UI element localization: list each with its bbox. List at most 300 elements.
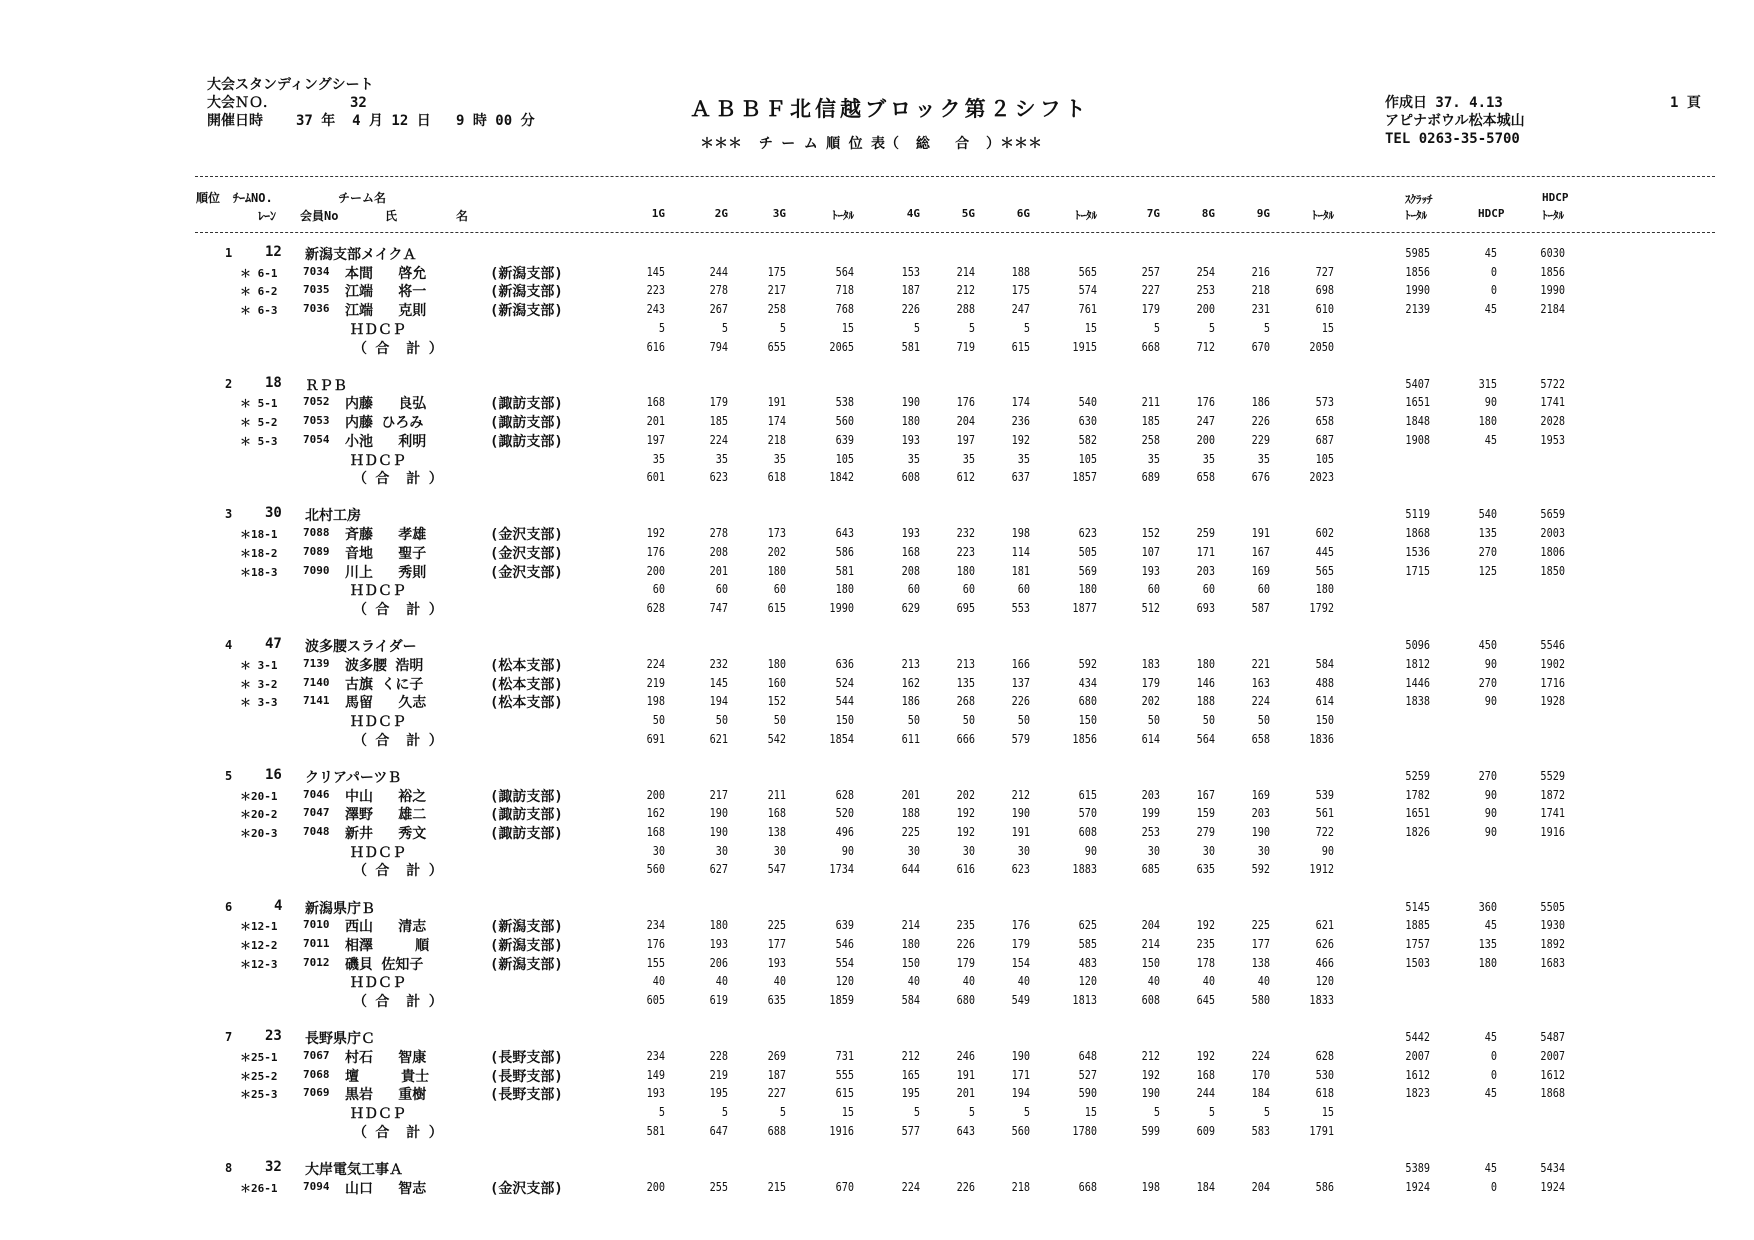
member-id: 7046: [303, 787, 330, 801]
total-value: 615: [767, 600, 786, 615]
hdcp-value: 60: [652, 582, 665, 597]
member-score: 180: [767, 656, 786, 671]
member-score: 761: [1078, 302, 1097, 317]
member-score: 586: [835, 544, 854, 559]
member-score: 150: [901, 955, 920, 970]
member-lane: ＊ 5-3: [240, 434, 278, 448]
member-id: 7088: [303, 526, 330, 540]
member-score: 217: [767, 283, 786, 298]
total-value: 747: [709, 600, 728, 615]
member-name: 波多腰 浩明: [345, 657, 424, 674]
hdcp-value: 35: [1257, 451, 1270, 466]
member-total: 1716: [1540, 675, 1565, 690]
team-name: クリアパーツＢ: [305, 769, 402, 786]
member-total: 1612: [1540, 1067, 1565, 1082]
team-summary-value: 5434: [1540, 1160, 1565, 1175]
member-score: 190: [709, 806, 728, 821]
team-summary-value: 315: [1478, 376, 1497, 391]
member-score: 169: [1251, 787, 1270, 802]
tournament-number-label: 大会ＮＯ．: [207, 95, 277, 111]
member-score: 269: [767, 1048, 786, 1063]
member-score: 585: [1078, 936, 1097, 951]
team-rank: 2: [225, 376, 233, 391]
member-score: 193: [901, 432, 920, 447]
member-total: 90: [1484, 694, 1497, 709]
total-value: 693: [1196, 600, 1215, 615]
total-value: 1912: [1309, 862, 1334, 877]
member-score: 224: [1251, 694, 1270, 709]
member-score: 107: [1141, 544, 1160, 559]
member-score: 218: [767, 432, 786, 447]
member-score: 180: [1196, 656, 1215, 671]
team-summary-value: 360: [1478, 899, 1497, 914]
hdcp-value: 35: [962, 451, 975, 466]
total-value: 2065: [829, 339, 854, 354]
hdcp-value: 60: [773, 582, 786, 597]
member-lane: ＊20-1: [240, 789, 278, 803]
member-lane: ＊ 6-1: [240, 266, 278, 280]
member-lane: ＊ 6-3: [240, 304, 278, 318]
hdcp-label: ＨＤＣＰ: [350, 975, 406, 992]
team-summary-value: 45: [1484, 1160, 1497, 1175]
member-total: 1806: [1540, 544, 1565, 559]
total-value: 581: [646, 1123, 665, 1138]
team-rank: 1: [225, 246, 233, 260]
member-score: 214: [956, 264, 975, 279]
hdcp-label: ＨＤＣＰ: [350, 713, 406, 730]
team-summary-value: 5442: [1405, 1030, 1430, 1045]
team-summary-value: 5985: [1405, 246, 1430, 260]
member-score: 524: [835, 675, 854, 690]
team-number: 4: [274, 897, 283, 914]
total-value: 615: [1011, 339, 1030, 354]
member-score: 727: [1315, 264, 1334, 279]
member-name: 川上 秀則: [345, 564, 427, 581]
member-score: 267: [709, 302, 728, 317]
member-branch: (諏訪支部): [490, 396, 563, 413]
member-score: 234: [646, 918, 665, 933]
total-value: 685: [1141, 862, 1160, 877]
member-score: 167: [1196, 787, 1215, 802]
member-total: 1930: [1540, 918, 1565, 933]
member-score: 204: [1141, 918, 1160, 933]
team-rank: 4: [225, 638, 233, 653]
member-name: 音地 聖子: [345, 545, 427, 562]
member-score: 203: [1196, 563, 1215, 578]
member-score: 235: [1196, 936, 1215, 951]
total-value: 645: [1196, 993, 1215, 1007]
member-score: 187: [901, 283, 920, 298]
member-score: 628: [835, 787, 854, 802]
member-total: 1990: [1405, 283, 1430, 298]
total-value: 609: [1196, 1123, 1215, 1138]
total-value: 560: [1011, 1123, 1030, 1138]
member-score: 184: [1251, 1086, 1270, 1101]
hdcp-value: 60: [907, 582, 920, 597]
member-score: 243: [646, 302, 665, 317]
member-total: 1885: [1405, 918, 1430, 933]
member-score: 170: [1251, 1067, 1270, 1082]
hdcp-value: 30: [962, 843, 975, 858]
member-name: 相澤 順: [345, 937, 430, 954]
telephone: TEL 0263-35-5700: [1385, 131, 1520, 147]
member-total: 125: [1478, 563, 1497, 578]
total-value: 580: [1251, 993, 1270, 1007]
member-score: 190: [1011, 1048, 1030, 1063]
member-id: 7048: [303, 824, 330, 838]
member-score: 639: [835, 432, 854, 447]
member-id: 7067: [303, 1048, 330, 1062]
total-value: 658: [1251, 731, 1270, 746]
member-score: 434: [1078, 675, 1097, 690]
member-score: 483: [1078, 955, 1097, 970]
member-id: 7034: [303, 264, 330, 278]
hdcp-value: 50: [652, 712, 665, 727]
member-name: 新井 秀文: [345, 825, 427, 842]
member-id: 7047: [303, 806, 330, 820]
member-score: 165: [901, 1067, 920, 1082]
total-value: 2050: [1309, 339, 1334, 354]
total-value: 719: [956, 339, 975, 354]
member-lane: ＊25-1: [240, 1050, 278, 1064]
hdcp-value: 5: [1208, 1105, 1215, 1119]
member-branch: (新潟支部): [490, 265, 563, 282]
team-rank: 5: [225, 768, 233, 783]
hdcp-value: 50: [715, 712, 728, 727]
hdcp-value: 50: [1147, 712, 1160, 727]
team-summary-value: 270: [1478, 768, 1497, 783]
member-total: 1924: [1405, 1179, 1430, 1194]
member-score: 159: [1196, 806, 1215, 821]
hdcp-value: 90: [1321, 843, 1334, 858]
member-score: 192: [1141, 1067, 1160, 1082]
member-score: 168: [646, 824, 665, 839]
hdcp-value: 180: [1078, 582, 1097, 597]
team-name: 新潟県庁Ｂ: [305, 900, 375, 917]
team-summary-value: 5505: [1540, 899, 1565, 914]
member-id: 7090: [303, 563, 330, 577]
member-score: 258: [1141, 432, 1160, 447]
total-label: （ 合 計 ）: [353, 863, 443, 880]
member-total: 45: [1484, 1086, 1497, 1101]
member-score: 539: [1315, 787, 1334, 802]
member-total: 270: [1478, 675, 1497, 690]
total-value: 637: [1011, 470, 1030, 485]
total-value: 635: [1196, 862, 1215, 877]
hdcp-value: 180: [835, 582, 854, 597]
team-number: 12: [265, 244, 282, 260]
member-score: 215: [767, 1179, 786, 1194]
member-score: 227: [1141, 283, 1160, 298]
col-game-5: 4G: [906, 207, 920, 220]
member-total: 45: [1484, 302, 1497, 317]
member-score: 668: [1078, 1179, 1097, 1194]
total-value: 1990: [829, 600, 854, 615]
member-score: 555: [835, 1067, 854, 1082]
member-score: 193: [1141, 563, 1160, 578]
total-value: 1813: [1072, 993, 1097, 1007]
member-score: 193: [646, 1086, 665, 1101]
member-score: 621: [1315, 918, 1334, 933]
member-score: 527: [1078, 1067, 1097, 1082]
member-score: 179: [1141, 675, 1160, 690]
hdcp-value: 35: [1147, 451, 1160, 466]
member-score: 192: [956, 806, 975, 821]
member-score: 212: [1011, 787, 1030, 802]
member-score: 226: [901, 302, 920, 317]
total-value: 680: [956, 993, 975, 1007]
hdcp-value: 120: [1078, 974, 1097, 989]
total-value: 2023: [1309, 470, 1334, 485]
member-score: 168: [767, 806, 786, 821]
hdcp-value: 40: [907, 974, 920, 989]
team-summary-value: 5389: [1405, 1160, 1430, 1175]
member-score: 190: [709, 824, 728, 839]
total-value: 691: [646, 731, 665, 746]
member-score: 648: [1078, 1048, 1097, 1063]
team-summary-value: 5259: [1405, 768, 1430, 783]
member-branch: (金沢支部): [490, 1180, 563, 1197]
member-score: 228: [709, 1048, 728, 1063]
total-value: 611: [901, 731, 920, 746]
col-team-name: チーム名: [338, 191, 387, 205]
hdcp-label: ＨＤＣＰ: [350, 1106, 406, 1122]
member-branch: (諏訪支部): [490, 807, 563, 824]
member-total: 1536: [1405, 544, 1430, 559]
total-label: （ 合 計 ）: [353, 732, 443, 749]
member-total: 1715: [1405, 563, 1430, 578]
total-value: 670: [1251, 339, 1270, 354]
hdcp-value: 60: [1017, 582, 1030, 597]
sheet-type: 大会スタンディングシート: [207, 77, 374, 93]
hdcp-value: 5: [1023, 320, 1030, 335]
member-score: 229: [1251, 432, 1270, 447]
team-rank: 8: [225, 1160, 233, 1175]
member-total: 1503: [1405, 955, 1430, 970]
hdcp-value: 15: [1084, 320, 1097, 335]
member-score: 218: [1251, 283, 1270, 298]
member-score: 174: [1011, 395, 1030, 410]
col-game-9: 7G: [1146, 207, 1160, 220]
member-score: 194: [1011, 1086, 1030, 1101]
member-score: 225: [767, 918, 786, 933]
total-value: 1916: [829, 1123, 854, 1138]
member-score: 188: [1196, 694, 1215, 709]
hdcp-value: 105: [835, 451, 854, 466]
hdcp-value: 30: [1017, 843, 1030, 858]
member-total: 1757: [1405, 936, 1430, 951]
total-value: 647: [709, 1123, 728, 1138]
member-score: 224: [709, 432, 728, 447]
total-value: 627: [709, 862, 728, 877]
member-name: 中山 裕之: [345, 788, 427, 805]
member-score: 197: [956, 432, 975, 447]
member-total: 45: [1484, 432, 1497, 447]
member-score: 224: [646, 656, 665, 671]
member-total: 1812: [1405, 656, 1430, 671]
member-score: 722: [1315, 824, 1334, 839]
total-value: 635: [767, 993, 786, 1007]
member-id: 7011: [303, 936, 330, 950]
hdcp-value: 5: [968, 1105, 975, 1119]
hdcp-value: 40: [652, 974, 665, 989]
member-total: 2007: [1540, 1048, 1565, 1063]
member-total: 1924: [1540, 1179, 1565, 1194]
member-score: 615: [835, 1086, 854, 1101]
member-lane: ＊ 3-3: [240, 696, 278, 710]
hdcp-value: 60: [1202, 582, 1215, 597]
member-score: 257: [1141, 264, 1160, 279]
member-score: 155: [646, 955, 665, 970]
col-game-12: ﾄｰﾀﾙ: [1312, 209, 1334, 222]
member-score: 178: [1196, 955, 1215, 970]
member-total: 1850: [1540, 563, 1565, 578]
member-score: 288: [956, 302, 975, 317]
total-value: 542: [767, 731, 786, 746]
member-score: 544: [835, 694, 854, 709]
total-value: 1791: [1309, 1123, 1334, 1138]
member-score: 149: [646, 1067, 665, 1082]
member-total: 2184: [1540, 302, 1565, 317]
date-value: 37 年 4 月 12 日 9 時 00 分: [296, 113, 535, 129]
total-value: 1915: [1072, 339, 1097, 354]
member-total: 0: [1490, 1048, 1497, 1063]
member-score: 574: [1078, 283, 1097, 298]
team-name: 波多腰スライダー: [305, 639, 417, 656]
tournament-number: 32: [350, 95, 367, 111]
hdcp-value: 5: [658, 1105, 665, 1119]
member-total: 135: [1478, 526, 1497, 541]
member-score: 466: [1315, 955, 1334, 970]
member-score: 137: [1011, 675, 1030, 690]
member-score: 138: [767, 824, 786, 839]
member-score: 258: [767, 302, 786, 317]
total-label: （ 合 計 ）: [353, 471, 443, 488]
date-label: 開催日時: [207, 113, 263, 129]
total-value: 676: [1251, 470, 1270, 485]
col-lane: ﾚｰﾝ: [258, 209, 277, 223]
member-score: 236: [1011, 414, 1030, 429]
header-top-rule: [195, 176, 1715, 177]
member-score: 202: [956, 787, 975, 802]
member-name: 小池 利明: [345, 433, 427, 450]
member-score: 167: [1251, 544, 1270, 559]
member-name: 黒岩 重樹: [345, 1087, 427, 1104]
member-score: 592: [1078, 656, 1097, 671]
member-score: 221: [1251, 656, 1270, 671]
member-score: 200: [646, 1179, 665, 1194]
member-score: 223: [956, 544, 975, 559]
member-score: 200: [1196, 432, 1215, 447]
member-score: 173: [767, 526, 786, 541]
member-score: 234: [646, 1048, 665, 1063]
member-total: 1848: [1405, 414, 1430, 429]
hdcp-value: 35: [907, 451, 920, 466]
total-value: 616: [646, 339, 665, 354]
member-score: 254: [1196, 264, 1215, 279]
col-game-8: ﾄｰﾀﾙ: [1075, 209, 1097, 222]
member-score: 176: [1196, 395, 1215, 410]
total-label: （ 合 計 ）: [353, 340, 443, 357]
member-total: 1953: [1540, 432, 1565, 447]
total-value: 1859: [829, 993, 854, 1007]
member-score: 145: [646, 264, 665, 279]
member-score: 212: [901, 1048, 920, 1063]
member-total: 1928: [1540, 694, 1565, 709]
member-score: 554: [835, 955, 854, 970]
member-score: 186: [1251, 395, 1270, 410]
team-summary-value: 450: [1478, 638, 1497, 653]
member-score: 192: [1196, 918, 1215, 933]
member-score: 185: [709, 414, 728, 429]
member-branch: (新潟支部): [490, 919, 563, 936]
member-score: 253: [1141, 824, 1160, 839]
member-score: 718: [835, 283, 854, 298]
total-value: 547: [767, 862, 786, 877]
member-total: 2007: [1405, 1048, 1430, 1063]
member-score: 180: [767, 563, 786, 578]
member-score: 188: [1011, 264, 1030, 279]
total-label: （ 合 計 ）: [353, 1124, 443, 1141]
member-score: 219: [646, 675, 665, 690]
total-value: 618: [767, 470, 786, 485]
team-summary-value: 5659: [1540, 507, 1565, 522]
total-value: 549: [1011, 993, 1030, 1007]
member-lane: ＊ 6-2: [240, 285, 278, 299]
team-number: 16: [265, 766, 282, 783]
member-lane: ＊12-2: [240, 938, 278, 952]
member-branch: (諏訪支部): [490, 825, 563, 842]
member-score: 586: [1315, 1179, 1334, 1194]
member-score: 505: [1078, 544, 1097, 559]
member-score: 235: [956, 918, 975, 933]
hdcp-value: 15: [1084, 1105, 1097, 1119]
member-score: 496: [835, 824, 854, 839]
hdcp-value: 5: [779, 1105, 786, 1119]
member-score: 177: [767, 936, 786, 951]
hdcp-value: 35: [1202, 451, 1215, 466]
member-id: 7069: [303, 1086, 330, 1100]
member-name: 馬留 久志: [345, 695, 427, 712]
member-score: 201: [901, 787, 920, 802]
total-value: 644: [901, 862, 920, 877]
member-lane: ＊25-2: [240, 1069, 278, 1083]
member-score: 152: [767, 694, 786, 709]
member-score: 225: [1251, 918, 1270, 933]
member-score: 731: [835, 1048, 854, 1063]
member-score: 169: [1251, 563, 1270, 578]
member-score: 191: [1011, 824, 1030, 839]
team-name: ＲＰＢ: [305, 377, 347, 394]
member-score: 216: [1251, 264, 1270, 279]
member-lane: ＊ 3-2: [240, 677, 278, 691]
hdcp-value: 105: [1078, 451, 1097, 466]
hdcp-value: 30: [907, 843, 920, 858]
member-score: 268: [956, 694, 975, 709]
hdcp-value: 30: [1147, 843, 1160, 858]
member-total: 1823: [1405, 1086, 1430, 1101]
member-branch: (新潟支部): [490, 284, 563, 301]
member-score: 670: [835, 1179, 854, 1194]
member-total: 0: [1490, 1067, 1497, 1082]
member-score: 174: [767, 414, 786, 429]
hdcp-value: 40: [715, 974, 728, 989]
member-score: 223: [646, 283, 665, 298]
hdcp-value: 5: [658, 320, 665, 335]
team-summary-value: 6030: [1540, 246, 1565, 260]
team-name: 長野県庁Ｃ: [305, 1031, 375, 1048]
hdcp-value: 30: [715, 843, 728, 858]
